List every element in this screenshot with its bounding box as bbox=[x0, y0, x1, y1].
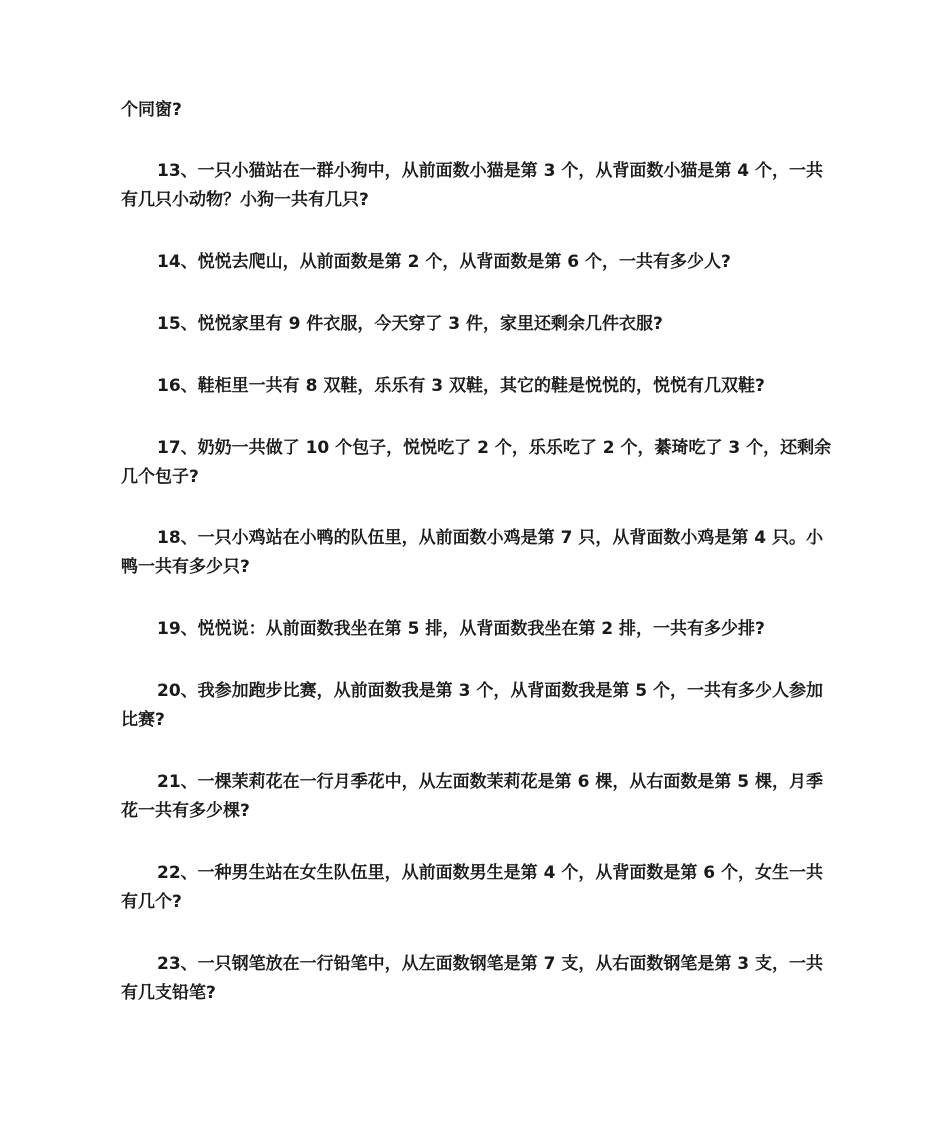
question-21: 21、一棵茉莉花在一行月季花中，从左面数茉莉花是第 6 棵，从右面数是第 5 棵，月季花一共有多少棵? bbox=[121, 772, 823, 821]
question-20: 20、我参加跑步比赛，从前面数我是第 3 个，从背面数我是第 5 个，一共有多少人参加比赛? bbox=[121, 681, 823, 730]
question-15: 15、悦悦家里有 9 件衣服，今天穿了 3 件，家里还剩余几件衣服? bbox=[157, 314, 663, 334]
question-19: 19、悦悦说：从前面数我坐在第 5 排，从背面数我坐在第 2 排，一共有多少排? bbox=[157, 619, 765, 639]
question-14: 14、悦悦去爬山，从前面数是第 2 个，从背面数是第 6 个，一共有多少人? bbox=[157, 252, 731, 272]
question-22: 22、一种男生站在女生队伍里，从前面数男生是第 4 个，从背面数是第 6 个，女生一共有几个? bbox=[121, 863, 823, 912]
paragraph-continuation: 个同窗? bbox=[121, 100, 182, 120]
question-17: 17、奶奶一共做了 10 个包子，悦悦吃了 2 个，乐乐吃了 2 个，綦琦吃了 3 个，还剩余几个包子? bbox=[121, 438, 832, 487]
question-16: 16、鞋柜里一共有 8 双鞋，乐乐有 3 双鞋，其它的鞋是悦悦的，悦悦有几双鞋? bbox=[157, 376, 765, 396]
question-23: 23、一只钢笔放在一行铅笔中，从左面数钢笔是第 7 支，从右面数钢笔是第 3 支，一共有几支铅笔? bbox=[121, 954, 823, 1003]
question-18: 18、一只小鸡站在小鸭的队伍里，从前面数小鸡是第 7 只，从背面数小鸡是第 4 只。小鸭一共有多少只? bbox=[121, 528, 823, 577]
question-13: 13、一只小猫站在一群小狗中，从前面数小猫是第 3 个，从背面数小猫是第 4 个，一共有几只小动物？小狗一共有几只? bbox=[121, 161, 823, 210]
